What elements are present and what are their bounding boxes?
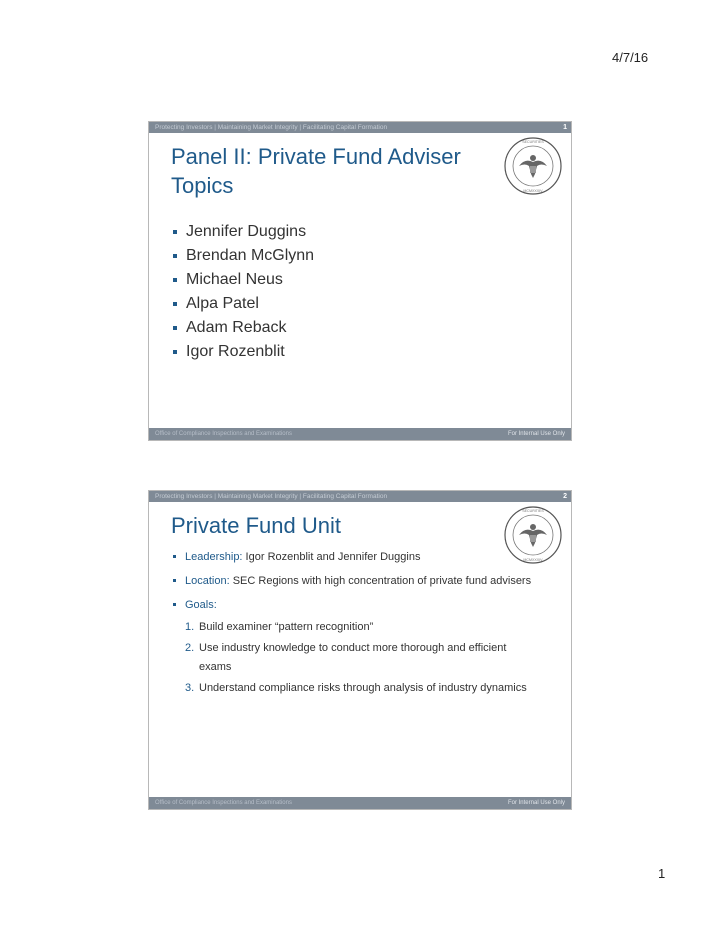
list-item: Michael Neus	[173, 268, 314, 292]
slide-1	[148, 121, 572, 441]
bullet-icon	[173, 326, 177, 330]
slide-header-text: Protecting Investors | Maintaining Market Integrity | Facilitating Capital Formation	[155, 124, 388, 131]
list-item: 3. Understand compliance risks through analysis of industry dynamics	[185, 682, 527, 694]
slide-number: 1	[563, 124, 567, 131]
bullet-icon	[173, 278, 177, 282]
slide-title: Panel II: Private Fund Adviser Topics	[171, 144, 461, 198]
svg-text:SECURITIES: SECURITIES	[522, 140, 544, 144]
slide-footer-left: Office of Compliance Inspections and Examinations	[155, 800, 292, 806]
page-date: 4/7/16	[612, 50, 649, 65]
list-item: Igor Rozenblit	[173, 340, 314, 364]
list-item: 2. Use industry knowledge to conduct more thorough and efficient exams	[185, 642, 507, 673]
list-item: 1. Build examiner “pattern recognition”	[185, 621, 374, 633]
bullet-icon	[173, 350, 177, 354]
slide-footer-bar	[149, 428, 571, 440]
list-item: Leadership: Igor Rozenblit and Jennifer Duggins	[173, 550, 563, 565]
slide-header-text: Protecting Investors | Maintaining Market Integrity | Facilitating Capital Formation	[155, 493, 388, 500]
list-item: Location: SEC Regions with high concentration of private fund advisers	[173, 574, 563, 589]
bullet-icon	[173, 302, 177, 306]
slide-footer-right: For Internal Use Only	[507, 800, 565, 806]
page-number: 1	[658, 866, 666, 881]
list-item: Adam Reback	[173, 316, 314, 340]
bullet-icon	[173, 603, 176, 606]
slide-header-bar	[149, 122, 571, 133]
bullet-icon	[173, 254, 177, 258]
bullet-icon	[173, 579, 176, 582]
slide-footer-bar	[149, 797, 571, 809]
bullet-icon	[173, 230, 177, 234]
goals-list	[185, 618, 535, 700]
svg-text:MCMXXXIV: MCMXXXIV	[523, 558, 543, 562]
slide-title: Private Fund Unit	[171, 513, 341, 538]
list-item: Goals:	[173, 598, 563, 613]
list-item: Brendan McGlynn	[173, 244, 314, 268]
bullet-icon	[173, 555, 176, 558]
list-item: Jennifer Duggins	[173, 220, 314, 244]
slide-2	[148, 490, 572, 810]
list-item: Alpa Patel	[173, 292, 314, 316]
slide-footer-left: Office of Compliance Inspections and Examinations	[155, 431, 292, 437]
slide-header-bar	[149, 491, 571, 502]
unit-info-list	[173, 550, 563, 622]
slide-number: 2	[563, 493, 567, 500]
speaker-list	[173, 220, 314, 364]
svg-text:SECURITIES: SECURITIES	[522, 509, 544, 513]
svg-text:MCMXXXIV: MCMXXXIV	[523, 189, 543, 193]
slide-footer-right: For Internal Use Only	[507, 431, 565, 437]
sec-seal-icon	[503, 136, 563, 196]
